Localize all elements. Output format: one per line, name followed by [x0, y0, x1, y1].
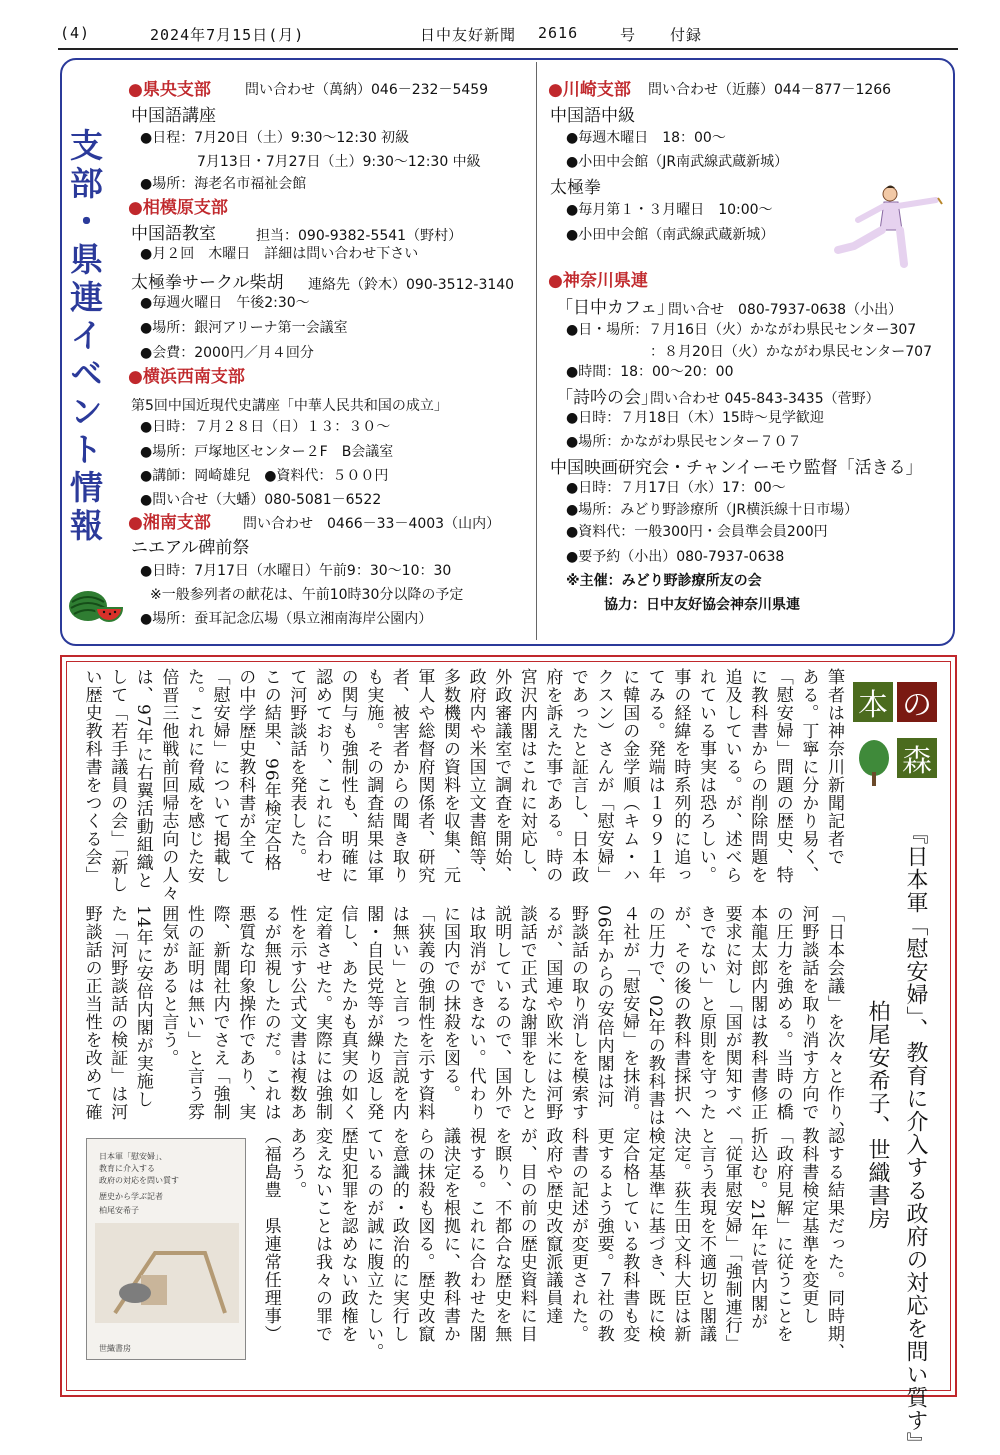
review-book-title: 『日本軍「慰安婦」、教育に介入する政府の対応を問い質す』: [903, 822, 928, 1455]
review-text-column: であったと証言し、日本政: [568, 668, 588, 884]
issue-number: 2616: [538, 24, 579, 42]
review-text-column: 多数機関の資料を収集、元: [440, 668, 460, 884]
review-text-column: クスン）さんが「慰安婦」: [593, 668, 614, 884]
event-detail: ●日時：７月２８日（日）１３：３０～: [140, 419, 391, 435]
review-text-column: も実施。その調査結果は軍: [363, 668, 384, 884]
book-cover-title-3: 政府の対応を問い質す: [99, 1176, 179, 1185]
event-detail: ●場所：海老名市福祉会館: [140, 176, 307, 192]
review-text-column: きでない」と原則を守った: [696, 905, 716, 1121]
event-detail: ●月２回 木曜日 詳細は問い合わせ下さい: [140, 246, 419, 262]
review-text-column: 信し、あたかも真実の如く: [337, 905, 358, 1121]
review-text-column: を意識的・政治的に実行し: [388, 1127, 409, 1343]
event-detail: 問い合わせ 0466－33－4003（山内）: [243, 516, 501, 532]
event-detail: 7月13日・7月27日（土）9:30～12:30 中級: [197, 154, 481, 170]
issue-unit: 号: [620, 26, 637, 44]
event-detail: ●資料代：一般300円・会員準会員200円: [566, 524, 828, 540]
review-text-column: 事の経緯を時系列的に追っ: [670, 668, 691, 884]
branch-heading: ●県央支部: [128, 80, 211, 100]
review-text-column: 野談話の取り消しを模索す: [568, 905, 588, 1121]
issue-date: 2024年7月15日(月): [150, 26, 305, 44]
review-text-column: あろう。: [286, 1127, 307, 1199]
branch-heading: ●横浜西南支部: [128, 367, 245, 387]
event-detail: 協力：日中友好協会神奈川県連: [604, 597, 800, 613]
event-detail: ●会費：2000円／月４回分: [140, 345, 314, 361]
review-text-column: は無い」と言った言説を内: [388, 905, 409, 1121]
event-title: 中国語教室: [131, 224, 216, 244]
event-detail: ※一般参列者の献花は、午前10時30分以降の予定: [150, 587, 464, 603]
book-cover-image: [86, 1138, 246, 1360]
review-text-column: 軍人や総督府関係者、研究: [414, 668, 435, 884]
book-cover-title-1: 日本軍「慰安婦」、: [99, 1152, 167, 1161]
review-text-column: 議決定を根拠に、教科書か: [440, 1127, 460, 1343]
page-number: (4): [60, 24, 91, 42]
header-rule: [58, 48, 958, 50]
event-detail: ●日時：7月17日（水曜日）午前9：30～10：30: [140, 563, 452, 579]
branch-heading: ●湘南支部: [128, 513, 211, 533]
review-text-column: の圧力を強める。当時の橋: [772, 905, 793, 1121]
event-detail: ●毎月第１・３月曜日 10:00～: [566, 202, 773, 218]
review-text-column: に教科書からの削除問題を: [747, 668, 768, 884]
watermelon-illustration: [66, 584, 124, 624]
review-text-column: 者、被害者からの聞き取り: [388, 668, 409, 884]
review-text-column: ４社が「慰安婦」を抹消。: [619, 905, 640, 1121]
review-text-column: 認めており、これに合わせ: [312, 668, 332, 884]
review-text-column: 追及している。が、述べら: [721, 668, 742, 884]
review-text-column: 河野談話を取り消す方向で: [798, 905, 819, 1121]
event-detail: 問い合せ 080-7937-0638（小出）: [668, 302, 903, 318]
review-text-column: 筆者は神奈川新聞記者で: [824, 668, 844, 866]
book-cover-title-2: 教育に介入する: [99, 1164, 155, 1173]
review-text-column: 府を訴えた事である。時の: [542, 668, 563, 884]
review-book-author: 柏尾安希子、世織書房: [865, 1000, 890, 1230]
review-text-column: 談話で正式な謝罪をしたと: [516, 905, 537, 1121]
review-text-column: 定着させた。実際には強制: [312, 905, 332, 1121]
review-text-column: ある。丁寧に分かり易く、: [798, 668, 819, 884]
review-text-column: 外政審議室で調査を開始、: [491, 668, 512, 884]
branch-heading: ●神奈川県連: [548, 271, 648, 291]
event-detail: ●講師：岡崎雄兒 ●資料代：５００円: [140, 468, 389, 484]
review-text-column: が、目の前の歴史資料に目: [516, 1127, 537, 1343]
review-text-column: に国内での抹殺を図る。: [440, 905, 460, 1103]
review-text-column: と言う表現を不適切と閣議: [696, 1127, 716, 1343]
review-text-column: ているのが誠に腹立たしい。: [363, 1127, 384, 1361]
event-detail: 連絡先（鈴木）090-3512-3140: [308, 277, 515, 293]
branch-heading: ●川崎支部: [548, 80, 631, 100]
review-text-column: 決定。荻生田文科大臣は新: [670, 1127, 691, 1343]
event-detail: ●要予約（小出）080-7937-0638: [566, 549, 785, 565]
review-text-column: に韓国の金学順（キム・ハ: [619, 668, 640, 884]
event-detail: ●日・場所：７月16日（火）かながわ県民センター307: [566, 322, 917, 338]
event-detail: ●場所：蚕耳記念広場（県立湘南海岸公園内）: [140, 611, 433, 627]
review-text-column: 宮沢内閣はこれに対応し、: [516, 668, 537, 884]
review-text-column: の中学歴史教科書が全て: [235, 668, 256, 866]
event-detail: ※主催：みどり野診療所友の会: [566, 573, 762, 589]
tree-icon: [854, 738, 894, 788]
review-text-column: 野談話の正当性を改めて確: [81, 905, 102, 1121]
event-detail: ●小田中会館（JR南武線武蔵新城）: [566, 154, 789, 170]
event-title: 太極拳サークル柴胡: [131, 273, 284, 293]
event-title: 中国映画研究会・チャンイーモウ監督「活きる」: [550, 458, 923, 478]
review-text-column: 06年からの安倍内閣は河: [593, 905, 614, 1109]
review-text-column: 14年に安倍内閣が実施し: [132, 905, 153, 1109]
supplement-label: 付録: [670, 26, 703, 44]
review-text-column: 性を示す公式文書は複数あ: [286, 905, 307, 1121]
event-detail: ●日時：７月18日（木）15時～見学歓迎: [566, 410, 824, 426]
event-detail: ●毎週火曜日 午後2:30～: [140, 295, 310, 311]
review-text-column: るが無視したのだ。これは: [260, 905, 281, 1121]
review-text-column: は取消ができない。代わり: [465, 905, 486, 1121]
event-detail: ●場所：戸塚地区センター２F B会議室: [140, 444, 394, 460]
review-text-column: は、97年に右翼活動組織と: [132, 668, 153, 890]
newspaper-name: 日中友好新聞: [420, 26, 517, 44]
book-cover-photo: [95, 1223, 239, 1323]
review-text-column: た「河野談話の検証」は河: [107, 905, 128, 1121]
review-text-column: の圧力で、02年の教科書は: [644, 905, 665, 1127]
events-vertical-title: 支部・県連イベント情報: [65, 128, 104, 546]
review-text-column: 悪質な印象操作であり、実: [235, 905, 256, 1121]
event-title: 「日中カフェ」: [556, 298, 675, 318]
event-title: ニエアル碑前祭: [131, 538, 250, 558]
review-text-column: 歴史犯罪を認めない政権を: [337, 1127, 358, 1343]
review-text-column: 政府内や米国立文書館等、: [465, 668, 486, 884]
review-text-column: 科書の記述が変更された。: [568, 1127, 588, 1343]
event-detail: ●場所：銀河アリーナ第一会議室: [140, 320, 348, 336]
event-detail: ：８月20日（火）かながわ県民センター707: [650, 344, 932, 360]
review-text-column: この結果、96年検定合格: [260, 668, 281, 872]
review-text-column: い歴史教科書をつくる会」: [81, 668, 102, 884]
review-text-column: （福島豊 県連常任理事）: [260, 1127, 281, 1343]
event-detail: ●日時：７月17日（水）17：00～: [566, 480, 786, 496]
review-text-column: 視する。これに合わせた閣: [465, 1127, 486, 1343]
review-text-column: てみる。発端は１９９１年: [644, 668, 665, 884]
review-text-column: の関与も強制性も、明確に: [337, 668, 358, 884]
review-text-column: るが、国連や欧米には河野: [542, 905, 563, 1121]
event-detail: ●毎週木曜日 18：00～: [566, 130, 726, 146]
review-text-column: れている事実は恐ろしい。: [696, 668, 716, 884]
review-text-column: て河野談話を発表した。: [286, 668, 307, 866]
review-text-column: 「狭義の強制性を示す資料: [414, 905, 435, 1121]
event-detail: 問い合わせ（近藤）044－877－1266: [648, 82, 892, 98]
review-text-column: 「慰安婦」問題の歴史、特: [772, 668, 793, 884]
review-text-column: 変えないことは我々の罪で: [312, 1127, 332, 1343]
book-cover-publisher: 世織書房: [99, 1344, 131, 1353]
event-detail: 担当：090-9382-5541（野村）: [256, 228, 463, 244]
event-detail: ●場所：かながわ県民センター７０７: [566, 434, 802, 450]
event-title: 中国語講座: [131, 106, 216, 126]
review-text-column: 教科書検定基準を変更し: [798, 1127, 819, 1325]
event-title: 「詩吟の会」: [556, 388, 658, 408]
taichi-figure-illustration: [818, 180, 943, 270]
review-text-column: らの抹殺も図る。歴史改竄: [414, 1127, 435, 1343]
events-column-divider: [536, 62, 537, 640]
review-text-column: 「慰安婦」について掲載し: [209, 668, 230, 884]
corner-char-mori: 森: [897, 738, 937, 778]
review-text-column: 際、新聞社内でさえ「強制: [209, 905, 230, 1121]
review-text-column: 検定基準に基づき、既に検: [644, 1127, 665, 1343]
review-text-column: 認する結果だった。同時期、: [824, 1127, 844, 1361]
review-text-column: 折込む。21年に菅内閣が: [747, 1127, 768, 1331]
review-text-column: 「従軍慰安婦」「強制連行」: [721, 1127, 742, 1353]
event-title: 太極拳: [550, 178, 601, 198]
review-text-column: 囲気があると言う。: [158, 905, 179, 1067]
review-text-column: 更するよう強要。７社の教: [593, 1127, 614, 1343]
review-text-column: 本龍太郎内閣は教科書修正: [747, 905, 768, 1121]
corner-char-hon: 本: [853, 682, 893, 722]
event-detail: ●小田中会館（南武線武蔵新城）: [566, 227, 775, 243]
book-cover-author: 柏尾安希子: [99, 1206, 139, 1215]
branch-heading: ●相模原支部: [128, 198, 228, 218]
review-text-column: が、その後の教科書採択へ: [670, 905, 691, 1121]
page-header: [60, 24, 960, 46]
event-detail: ●日程：7月20日（土）9:30～12:30 初級: [140, 130, 410, 146]
review-text-column: 閣・自民党等が繰り返し発: [363, 905, 384, 1121]
event-detail: 第5回中国近現代史講座「中華人民共和国の成立」: [131, 398, 448, 414]
review-text-column: 定合格している教科書も変: [619, 1127, 640, 1343]
event-detail: ●時間：18：00～20：00: [566, 364, 734, 380]
event-detail: ●問い合せ（大蟠）080-5081－6522: [140, 492, 382, 508]
review-text-column: 「政府見解」に従うことを: [772, 1127, 793, 1343]
review-text-column: 「日本会議」を次々と作り、: [824, 905, 844, 1139]
event-detail: 問い合わせ（萬納）046－232－5459: [245, 82, 489, 98]
corner-char-no: の: [897, 682, 937, 722]
review-text-column: 要求に対し「国が関知すべ: [721, 905, 742, 1121]
review-text-column: 説明しているので、国外で: [491, 905, 512, 1121]
review-text-column: を瞑り、不都合な歴史を無: [491, 1127, 512, 1343]
review-text-column: 性の証明は無い」と言う雰: [184, 905, 204, 1121]
review-text-column: して「若手議員の会」「新し: [107, 668, 128, 894]
book-cover-subtitle: 歴史から学ぶ記者: [99, 1192, 163, 1201]
review-text-column: 倍晋三他戦前回帰志向の人々: [158, 668, 179, 902]
event-detail: 問い合わせ 045-843-3435（菅野）: [650, 391, 880, 407]
review-text-column: た。これに脅威を感じた安: [184, 668, 204, 884]
event-detail: ●場所：みどり野診療所（JR横浜線十日市場）: [566, 502, 859, 518]
review-text-column: 政府や歴史改竄派議員達: [542, 1127, 563, 1325]
event-title: 中国語中級: [550, 106, 635, 126]
